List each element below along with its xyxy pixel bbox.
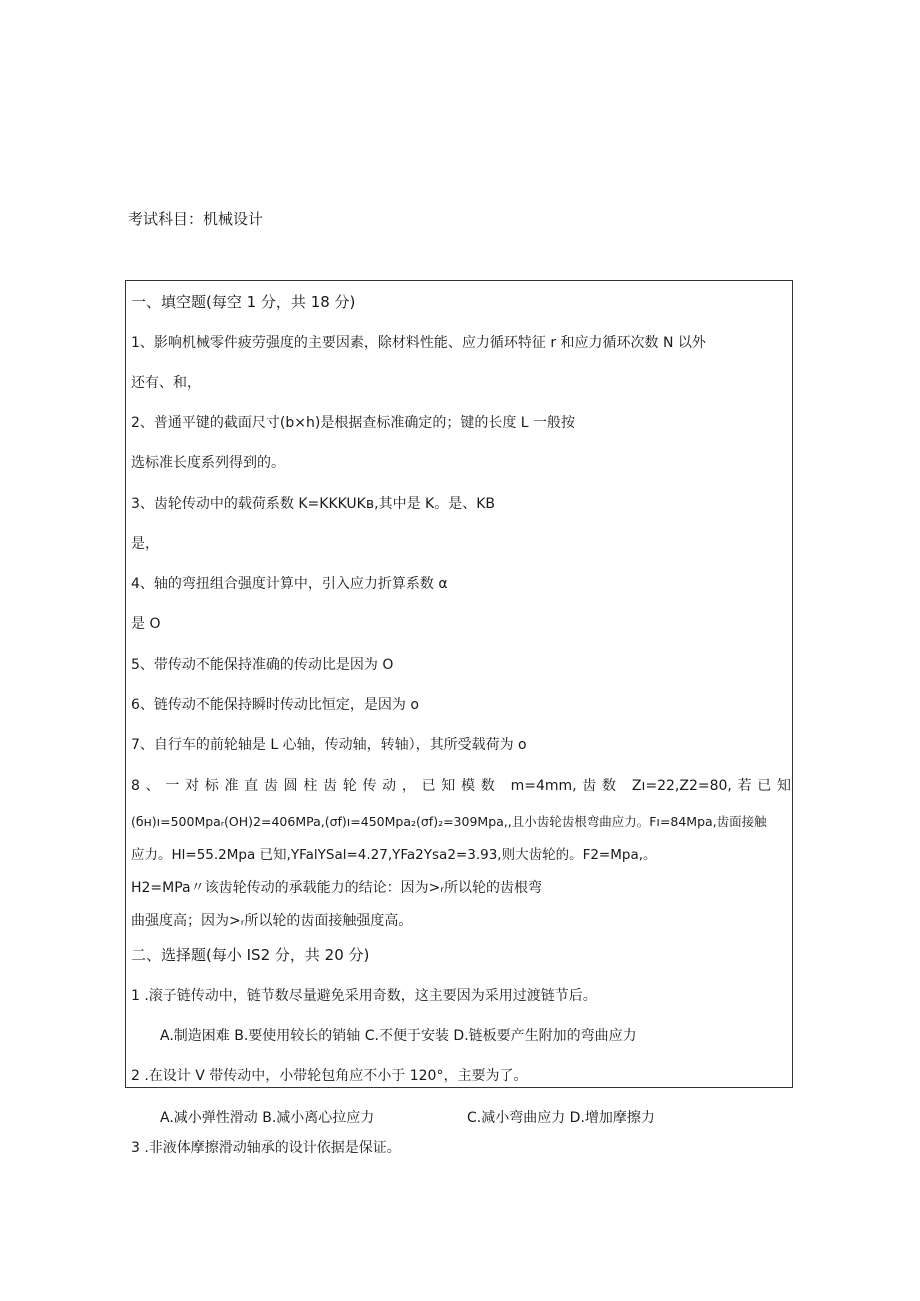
question-line: 2、普通平键的截面尺寸(b×h)是根据查标准确定的；键的长度 L 一般按	[131, 415, 576, 431]
question-line: 8、一对标准直齿圆柱齿轮传动，已知模数 m=4mm,齿数 Zı=22,Z2=80,若已知	[131, 778, 791, 794]
option-line: A.制造困难 B.要使用较长的销轴 C.不便于安装 D.链板要产生附加的弯曲应力	[160, 1028, 637, 1044]
question-line: 曲强度高；因为>ᵣ所以轮的齿面接触强度高。	[131, 913, 413, 929]
question-line: 4、轴的弯扭组合强度计算中，引入应力折算系数 α	[131, 576, 448, 592]
question-line: 3、齿轮传动中的载荷系数 K=KKKUKв,其中是 K。是、KB	[131, 496, 495, 512]
question-line: 还有、和，	[131, 375, 201, 391]
question-line: (бн)ı=500Mpaᵣ(OH)2=406MPa,(σf)ı=450Mpa₂(σf)₂=309Mpa,,且小齿轮齿根弯曲应力。Fı=84Mpa,齿面接触	[131, 814, 767, 829]
question-line: 1、影响机械零件疲劳强度的主要因素，除材料性能、应力循环特征 r 和应力循环次数 N 以外	[131, 335, 706, 351]
section1-heading: 一、填空题(每空 1 分，共 18 分)	[131, 293, 356, 311]
question-line: H2=MPa〃该齿轮传动的承载能力的结论：因为>ᵣ所以轮的齿根弯	[131, 880, 542, 896]
section2-heading: 二、选择题(每小 IS2 分，共 20 分)	[131, 946, 370, 964]
question-line: 是 O	[131, 616, 161, 632]
question-line: 选标准长度系列得到的。	[131, 455, 285, 471]
question-line: 是，	[131, 536, 159, 552]
option-line: C.减小弯曲应力 D.增加摩擦力	[467, 1110, 655, 1126]
question-line: 应力。Hl=55.2Mpa 已知,YFalYSal=4.27,YFa2Ysa2=3.93,则大齿轮的。F2=Mpa,。	[131, 847, 657, 863]
option-line: A.减小弹性滑动 B.减小离心拉应力	[160, 1110, 375, 1126]
question-line: 2 .在设计 V 带传动中，小带轮包角应不小于 120°，主要为了。	[131, 1068, 528, 1084]
question-line: 1 .滚子链传动中，链节数尽量避免采用奇数，这主要因为采用过渡链节后。	[131, 988, 597, 1004]
exam-subject: 考试科目：机械设计	[128, 210, 264, 228]
exam-question-box	[125, 280, 793, 1088]
question-line: 3 .非液体摩擦滑动轴承的设计依据是保证。	[131, 1140, 401, 1156]
question-line: 6、链传动不能保持瞬时传动比恒定，是因为 o	[131, 697, 419, 713]
question-line: 5、带传动不能保持准确的传动比是因为 O	[131, 657, 394, 673]
question-line: 7、自行车的前轮轴是 L 心轴，传动轴，转轴），其所受载荷为 o	[131, 737, 527, 753]
